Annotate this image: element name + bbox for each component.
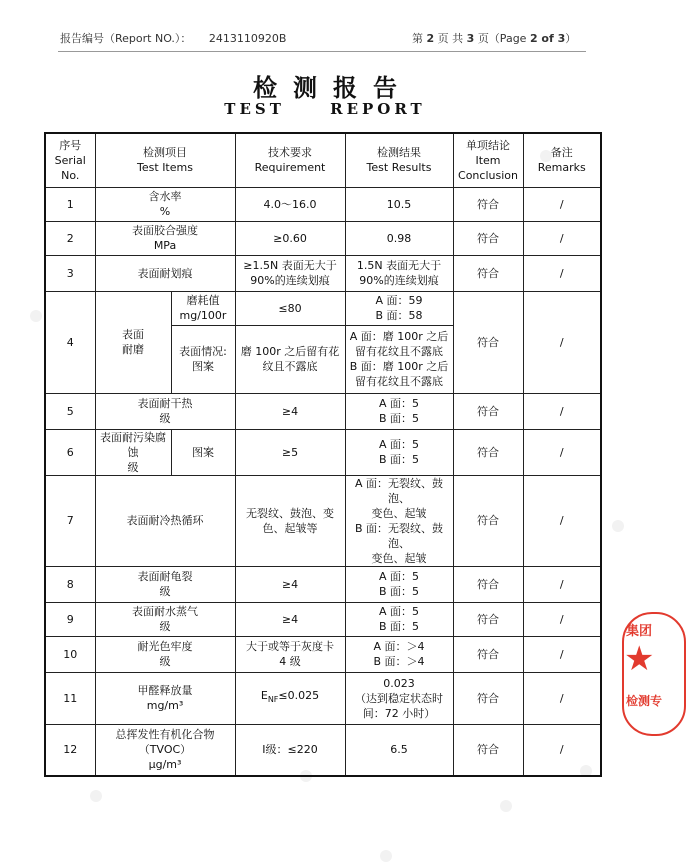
serial-cell <box>45 221 95 255</box>
background-dot <box>500 800 512 812</box>
header-conclusion-line: Item <box>475 153 501 167</box>
header-test-items <box>95 133 235 187</box>
item-cell <box>95 672 235 724</box>
req-value: ≤0.025 <box>278 689 320 703</box>
item-cell-line: 表面耐水蒸气 <box>132 605 198 618</box>
serial-cell-line: 5 <box>66 404 74 418</box>
table-row <box>45 672 601 724</box>
item-cell-line: 耐光色牢度 <box>137 640 193 653</box>
page-close: ） <box>565 32 577 45</box>
remarks-cell-line: / <box>559 197 564 211</box>
header-requirement-line: Requirement <box>254 161 326 175</box>
remarks-cell-line: / <box>559 691 564 705</box>
requirement-cell-line: 90%的连续划痕 <box>250 274 330 287</box>
conclusion-cell <box>453 602 523 636</box>
item-cell-line: 含水率 <box>148 190 182 203</box>
item-cell-line: 表面耐污染腐蚀 <box>100 430 166 459</box>
remarks-cell-line: / <box>559 335 564 349</box>
result-cell <box>345 602 453 636</box>
result-cell-line: A 面：无裂纹、鼓泡、 <box>354 476 444 505</box>
sub-item-cell-line: 图案 <box>192 445 214 459</box>
result-cell-line: B 面：5 <box>378 412 420 425</box>
remarks-cell-line: / <box>559 266 564 280</box>
serial-cell <box>45 393 95 429</box>
serial-cell-line: 8 <box>66 577 74 591</box>
serial-cell <box>45 602 95 636</box>
remarks-cell-line: / <box>559 231 564 245</box>
result-cell-line: A 面：5 <box>378 570 420 583</box>
remarks-cell <box>523 187 601 221</box>
header-test-items-line: 检测项目 <box>143 146 187 160</box>
result-cell-line: 10.5 <box>386 197 412 211</box>
item-cell-line: % <box>159 205 171 218</box>
result-cell <box>345 429 453 475</box>
serial-cell-line: 3 <box>66 266 74 280</box>
sub-item-cell <box>171 291 235 325</box>
conclusion-cell <box>453 393 523 429</box>
seal-top-text: 集团 <box>626 624 653 639</box>
serial-cell-line: 2 <box>66 231 74 245</box>
result-cell <box>345 325 453 393</box>
sub-item-cell-line: 磨耗值 <box>186 294 220 307</box>
header-conclusion-line: Conclusion <box>458 168 518 182</box>
item-cell-line: 级 <box>159 585 171 598</box>
result-cell-line: 0.023 <box>383 676 415 690</box>
serial-cell <box>45 724 95 776</box>
conclusion-cell-line: 符合 <box>477 647 499 661</box>
serial-cell-line: 9 <box>66 612 74 626</box>
result-cell-line: B 面：＞4 <box>373 655 425 668</box>
remarks-cell-line: / <box>559 514 564 527</box>
requirement-cell <box>235 291 345 325</box>
requirement-cell-line: 4 级 <box>279 655 301 668</box>
result-cell <box>345 255 453 291</box>
item-cell <box>95 636 235 672</box>
requirement-cell-line: Ⅰ级：≤220 <box>262 743 318 757</box>
item-cell <box>95 393 235 429</box>
requirement-cell-line: ≥4 <box>281 404 299 418</box>
conclusion-cell <box>453 255 523 291</box>
result-cell-line: 留有花纹且不露底 <box>355 375 443 388</box>
conclusion-cell <box>453 672 523 724</box>
requirement-cell <box>235 475 345 566</box>
result-cell-line: B 面：58 <box>375 309 423 322</box>
header-test-results-line: Test Results <box>366 161 432 175</box>
requirement-cell-line: 大于或等于灰度卡 <box>246 640 334 653</box>
remarks-cell-line: / <box>559 445 564 459</box>
result-cell-line: B 面：磨 100r 之后 <box>349 360 449 373</box>
result-cell-line: A 面：5 <box>378 605 420 618</box>
serial-cell <box>45 475 95 566</box>
header-requirement <box>235 133 345 187</box>
requirement-cell <box>235 393 345 429</box>
item-cell-line: （TVOC） <box>138 743 192 757</box>
remarks-cell <box>523 672 601 724</box>
item-cell <box>95 291 171 393</box>
result-cell <box>345 724 453 776</box>
header-remarks-line: 备注 <box>550 146 573 160</box>
table-header-row <box>45 133 601 187</box>
table-row <box>45 221 601 255</box>
result-cell <box>345 291 453 325</box>
page-indicator <box>412 30 576 46</box>
requirement-cell <box>235 255 345 291</box>
background-dot <box>612 520 624 532</box>
page-current: 2 <box>426 32 435 45</box>
conclusion-cell-line: 符合 <box>477 404 499 418</box>
serial-cell-line: 4 <box>66 335 74 349</box>
table-row <box>45 393 601 429</box>
result-cell <box>345 221 453 255</box>
conclusion-cell <box>453 475 523 566</box>
result-cell <box>345 672 453 724</box>
header-remarks-line: Remarks <box>537 161 586 175</box>
result-cell-line: A 面：5 <box>378 438 420 451</box>
serial-cell-line: 11 <box>63 691 78 705</box>
remarks-cell <box>523 602 601 636</box>
page-en: 2 of 3 <box>529 32 566 45</box>
sub-item-cell-line: mg/100r <box>179 309 227 322</box>
header-conclusion <box>453 133 523 187</box>
serial-cell <box>45 566 95 602</box>
background-dot <box>30 310 42 322</box>
conclusion-cell-line: 符合 <box>477 266 499 280</box>
item-cell <box>95 566 235 602</box>
title-chinese: 检测报告 <box>253 73 413 102</box>
item-cell <box>95 602 235 636</box>
header-serial-line: No. <box>61 168 80 182</box>
remarks-cell <box>523 221 601 255</box>
report-number <box>60 30 286 46</box>
item-cell-line: 级 <box>159 620 171 633</box>
header-serial <box>45 133 95 187</box>
result-cell-line: A 面：＞4 <box>373 640 425 653</box>
report-number-value: 2413110920B <box>208 32 287 45</box>
requirement-cell <box>235 672 345 724</box>
table-row <box>45 429 601 475</box>
conclusion-cell <box>453 187 523 221</box>
sub-item-cell-line: 表面情况: <box>179 345 227 358</box>
remarks-cell-line: / <box>559 404 564 418</box>
star-icon: ★ <box>624 639 655 679</box>
conclusion-cell <box>453 724 523 776</box>
conclusion-cell <box>453 221 523 255</box>
background-dot <box>90 790 102 802</box>
result-cell-line: 留有花纹且不露底 <box>355 345 443 358</box>
conclusion-cell-line: 符合 <box>477 445 499 459</box>
remarks-cell-line: / <box>559 743 564 757</box>
title-english <box>0 100 650 118</box>
header-test-results <box>345 133 453 187</box>
requirement-cell-line: 无裂纹、鼓泡、变 <box>246 506 334 520</box>
requirement-cell <box>235 636 345 672</box>
item-cell <box>95 429 171 475</box>
serial-cell <box>45 255 95 291</box>
header-test-results-line: 检测结果 <box>377 146 421 160</box>
page-prefix: 第 <box>412 32 423 45</box>
conclusion-cell-line: 符合 <box>477 743 499 757</box>
remarks-cell <box>523 475 601 566</box>
requirement-cell <box>235 566 345 602</box>
item-cell-line: 表面耐冷热循环 <box>126 514 204 527</box>
requirement-cell-line: 色、起皱等 <box>262 521 318 535</box>
requirement-cell <box>235 602 345 636</box>
test-report-table <box>44 132 602 777</box>
sub-item-cell <box>171 429 235 475</box>
result-cell-line: A 面：磨 100r 之后 <box>349 330 449 343</box>
serial-cell <box>45 187 95 221</box>
conclusion-cell <box>453 636 523 672</box>
serial-cell-line: 1 <box>66 197 74 211</box>
result-cell-line: B 面：5 <box>378 585 420 598</box>
header-serial-line: Serial <box>54 153 86 167</box>
result-cell <box>345 636 453 672</box>
requirement-cell-line: ≥4 <box>281 612 299 626</box>
serial-cell-line: 7 <box>66 514 74 527</box>
header-serial-line: 序号 <box>59 138 82 152</box>
title-en-left: TEST <box>224 100 285 118</box>
remarks-cell <box>523 724 601 776</box>
requirement-cell-line: 磨 100r 之后留有花 <box>240 345 340 358</box>
requirement-cell <box>235 325 345 393</box>
remarks-cell <box>523 566 601 602</box>
requirement-cell-line: 纹且不露底 <box>262 360 318 373</box>
sub-item-cell <box>171 325 235 393</box>
requirement-cell-line: ≥5 <box>281 445 299 459</box>
serial-cell <box>45 291 95 393</box>
page-mid: 页 共 <box>437 32 464 45</box>
conclusion-cell-line: 符合 <box>477 231 499 245</box>
seal-bottom-text: 检测专 <box>626 694 663 708</box>
serial-cell-line: 12 <box>63 743 78 757</box>
conclusion-cell <box>453 566 523 602</box>
item-cell-line: 表面 <box>122 328 144 341</box>
background-dot <box>380 850 392 862</box>
requirement-cell <box>235 221 345 255</box>
conclusion-cell-line: 符合 <box>477 335 499 349</box>
result-cell-line: （达到稳定状态时 <box>355 691 443 705</box>
result-cell-line: 1.5N 表面无大于 <box>356 259 442 272</box>
header-test-items-line: Test Items <box>137 161 193 175</box>
serial-cell-line: 10 <box>63 647 78 661</box>
remarks-cell-line: / <box>559 577 564 591</box>
result-cell-line: B 面：无裂纹、鼓泡、 <box>354 521 444 550</box>
item-cell-line: mg/m³ <box>146 699 184 712</box>
requirement-cell <box>235 187 345 221</box>
req-e: E <box>260 689 268 703</box>
serial-cell <box>45 672 95 724</box>
requirement-cell-line: ≤80 <box>278 301 302 315</box>
result-cell <box>345 187 453 221</box>
table-row <box>45 636 601 672</box>
requirement-cell <box>235 724 345 776</box>
conclusion-cell-line: 符合 <box>477 197 499 211</box>
remarks-cell <box>523 291 601 393</box>
item-cell-line: 耐磨 <box>122 343 144 356</box>
requirement-cell-line: ≥4 <box>281 577 299 591</box>
result-cell-line: 0.98 <box>386 231 412 245</box>
remarks-cell-line: / <box>559 647 564 661</box>
requirement-cell-line: ≥1.5N 表面无大于 <box>243 259 337 272</box>
table-row <box>45 255 601 291</box>
serial-cell <box>45 636 95 672</box>
conclusion-cell <box>453 291 523 393</box>
page-total: 3 <box>466 32 475 45</box>
company-seal <box>622 612 686 736</box>
table-row <box>45 291 601 325</box>
item-cell <box>95 187 235 221</box>
conclusion-cell-line: 符合 <box>477 612 499 626</box>
result-cell-line: 6.5 <box>390 743 408 757</box>
result-cell-line: B 面：5 <box>378 453 420 466</box>
serial-cell-line: 6 <box>66 445 74 459</box>
item-cell-line: 级 <box>159 412 171 425</box>
remarks-cell <box>523 255 601 291</box>
requirement-cell <box>235 429 345 475</box>
header-divider <box>58 51 586 52</box>
result-cell <box>345 566 453 602</box>
result-cell <box>345 475 453 566</box>
item-cell <box>95 724 235 776</box>
report-number-label: 报告编号（Report NO.）： <box>60 32 192 45</box>
serial-cell <box>45 429 95 475</box>
table-row <box>45 475 601 566</box>
table-row <box>45 724 601 776</box>
conclusion-cell-line: 符合 <box>477 691 499 705</box>
item-cell-line: μg/m³ <box>148 758 182 772</box>
header-remarks <box>523 133 601 187</box>
item-cell-line: 甲醛释放量 <box>137 684 193 697</box>
sub-item-cell-line: 图案 <box>192 360 214 373</box>
result-cell-line: 90%的连续划痕 <box>359 274 439 287</box>
table-row <box>45 602 601 636</box>
result-cell-line: 变色、起皱 <box>371 551 427 565</box>
item-cell-line: 表面耐龟裂 <box>137 570 193 583</box>
result-cell-line: A 面：59 <box>375 294 423 307</box>
req-sub: NF <box>267 695 279 705</box>
result-cell-line: B 面：5 <box>378 620 420 633</box>
requirement-cell-line: 4.0～16.0 <box>263 197 317 211</box>
requirement-cell-line: ≥0.60 <box>273 231 307 245</box>
remarks-cell <box>523 429 601 475</box>
result-cell-line: 间：72 小时） <box>362 706 436 720</box>
conclusion-cell-line: 符合 <box>477 577 499 591</box>
table-row <box>45 566 601 602</box>
item-cell-line: MPa <box>153 239 177 252</box>
title-en-right: REPORT <box>330 100 426 118</box>
result-cell-line: A 面：5 <box>378 397 420 410</box>
item-cell-line: 表面耐干热 <box>137 397 193 410</box>
result-cell <box>345 393 453 429</box>
remarks-cell <box>523 636 601 672</box>
item-cell-line: 级 <box>127 460 139 474</box>
item-cell-line: 表面耐划痕 <box>137 266 193 280</box>
remarks-cell <box>523 393 601 429</box>
header-requirement-line: 技术要求 <box>268 146 312 160</box>
item-cell <box>95 255 235 291</box>
header-conclusion-line: 单项结论 <box>466 138 510 152</box>
remarks-cell-line: / <box>559 612 564 626</box>
page-suffix: 页（Page <box>477 32 527 45</box>
item-cell-line: 级 <box>159 655 171 668</box>
conclusion-cell <box>453 429 523 475</box>
table-row <box>45 187 601 221</box>
item-cell <box>95 221 235 255</box>
item-cell-line: 表面胶合强度 <box>132 224 198 237</box>
item-cell <box>95 475 235 566</box>
result-cell-line: 变色、起皱 <box>371 506 427 520</box>
item-cell-line: 总挥发性有机化合物 <box>115 728 215 742</box>
conclusion-cell-line: 符合 <box>477 514 499 527</box>
